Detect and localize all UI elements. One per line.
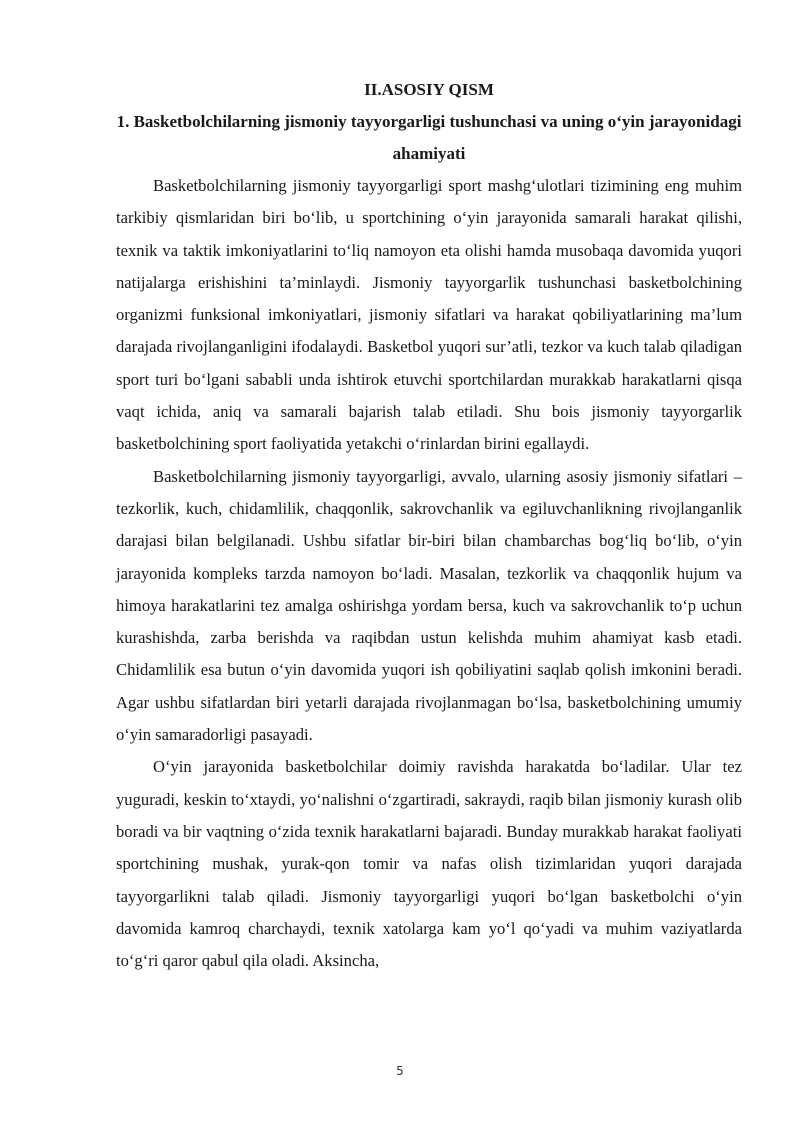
paragraph-3: O‘yin jarayonida basketbolchilar doimiy ravishda harakatda bo‘ladilar. Ular tez yuguradi, keskin to‘xtaydi, yo‘nalishni o‘zgartiradi, sakraydi, raqib bilan jismoniy kurash olib boradi va bir vaqtning o‘zida texnik harakatlarni bajaradi. Bunday murakkab harakat faoliyati sportchining mushak, yurak-qon tomir va nafas olish tizimlaridan yuqori darajada tayyorgarlikni talab qiladi. Jismoniy tayyorgarligi yuqori bo‘lgan basketbolchi o‘yin davomida kamroq charchaydi, texnik xatolarga kam yo‘l qo‘yadi va muhim vaziyatlarda to‘g‘ri qaror qabul qila oladi. Aksincha,	[116, 757, 742, 971]
page-number: 5	[396, 1064, 404, 1078]
chapter-heading: 1. Basketbolchilarning jismoniy tayyorgarligi tushunchasi va uning o‘yin jarayonidagi ahamiyati	[116, 112, 742, 163]
section-title: II.ASOSIY QISM	[364, 80, 494, 99]
document-page	[116, 74, 742, 977]
paragraph-2: Basketbolchilarning jismoniy tayyorgarligi, avvalo, ularning asosiy jismoniy sifatlari – tezkorlik, kuch, chidamlilik, chaqqonlik, sakrovchanlik va egiluvchanlikning rivojlanganlik darajasi bilan belgilanadi. Ushbu sifatlar bir-biri bilan chambarchas bog‘liq bo‘lib, o‘yin jarayonida kompleks tarzda namoyon bo‘ladi. Masalan, tezkorlik va chaqqonlik hujum va himoya harakatlarini tez amalga oshirishga yordam bersa, kuch va sakrovchanlik to‘p uchun kurashishda, zarba berishda va raqibdan ustun kelishda muhim ahamiyat kasb etadi. Chidamlilik esa butun o‘yin davomida yuqori ish qobiliyatini saqlab qolish imkonini beradi. Agar ushbu sifatlardan biri yetarli darajada rivojlanmagan bo‘lsa, basketbolchining umumiy o‘yin samaradorligi pasayadi.	[116, 466, 742, 745]
paragraph-1: Basketbolchilarning jismoniy tayyorgarligi sport mashg‘ulotlari tizimining eng muhim tarkibiy qismlaridan biri bo‘lib, u sportchining o‘yin jarayonida samarali harakat qilishi, texnik va taktik imkoniyatlarini to‘liq namoyon eta olishi hamda musobaqa davomida yuqori natijalarga erishishini ta’minlaydi. Jismoniy tayyorgarlik tushunchasi basketbolchining organizmi funksional imkoniyatlari, jismoniy sifatlari va harakat qobiliyatlarining ma’lum darajada rivojlanganligini ifodalaydi. Basketbol yuqori sur’atli, tezkor va kuch talab qiladigan sport turi bo‘lgani sababli unda ishtirok etuvchi sportchilardan murakkab harakatlarni qisqa vaqt ichida, aniq va samarali bajarish talab etiladi. Shu bois jismoniy tayyorgarlik basketbolchining sport faoliyatida yetakchi o‘rinlardan birini egallaydi.	[116, 176, 742, 454]
